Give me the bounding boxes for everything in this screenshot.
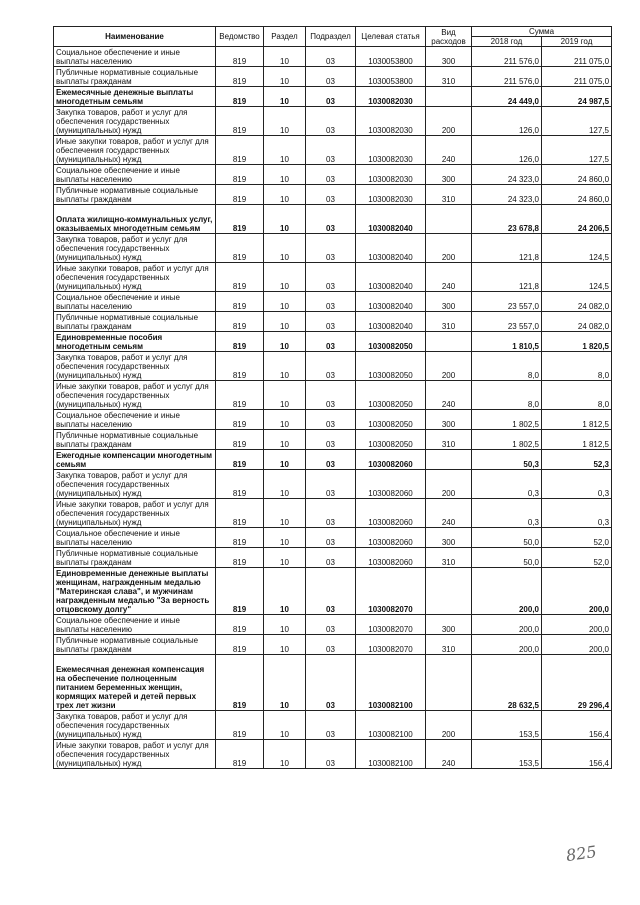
row-name: Закупка товаров, работ и услуг для обеспечения государственных (муниципальных) нужд [54, 470, 216, 499]
row-exp-type: 240 [426, 263, 472, 292]
row-name: Социальное обеспечение и иные выплаты населению [54, 165, 216, 185]
header-name: Наименование [54, 27, 216, 47]
row-target: 1030082060 [356, 470, 426, 499]
row-target: 1030082050 [356, 381, 426, 410]
header-year-2018: 2018 год [472, 37, 542, 47]
row-name: Ежемесячные денежные выплаты многодетным семьям [54, 87, 216, 107]
row-name: Публичные нормативные социальные выплаты гражданам [54, 548, 216, 568]
row-exp-type [426, 87, 472, 107]
row-target: 1030082030 [356, 165, 426, 185]
row-sum-2019: 24 082,0 [542, 312, 612, 332]
row-name: Иные закупки товаров, работ и услуг для обеспечения государственных (муниципальных) нужд [54, 263, 216, 292]
row-subsection: 03 [306, 528, 356, 548]
row-subsection: 03 [306, 352, 356, 381]
row-section: 10 [264, 381, 306, 410]
row-sum-2019: 24 206,5 [542, 205, 612, 234]
row-exp-type [426, 332, 472, 352]
row-exp-type: 300 [426, 292, 472, 312]
row-target: 1030082050 [356, 352, 426, 381]
row-section: 10 [264, 205, 306, 234]
row-exp-type: 300 [426, 410, 472, 430]
table-row [54, 740, 612, 769]
row-target: 1030082040 [356, 292, 426, 312]
row-dept: 819 [216, 234, 264, 263]
row-name: Иные закупки товаров, работ и услуг для обеспечения государственных (муниципальных) нужд [54, 381, 216, 410]
row-name: Единовременные денежные выплаты женщинам, награжденным медалью "Материнская слава", и мужчинам награжденным медалью "За верность отцовскому долгу" [54, 568, 216, 615]
table-row [54, 332, 612, 352]
row-exp-type: 300 [426, 615, 472, 635]
row-target: 1030082070 [356, 615, 426, 635]
row-sum-2019: 24 860,0 [542, 165, 612, 185]
row-exp-type: 240 [426, 136, 472, 165]
row-target: 1030082040 [356, 205, 426, 234]
table-row [54, 234, 612, 263]
row-target: 1030082050 [356, 430, 426, 450]
row-dept: 819 [216, 352, 264, 381]
row-exp-type: 200 [426, 470, 472, 499]
table-row [54, 499, 612, 528]
row-name: Иные закупки товаров, работ и услуг для обеспечения государственных (муниципальных) нужд [54, 136, 216, 165]
row-sum-2019: 52,3 [542, 450, 612, 470]
row-dept: 819 [216, 332, 264, 352]
row-sum-2019: 24 082,0 [542, 292, 612, 312]
row-sum-2018: 211 576,0 [472, 47, 542, 67]
row-target: 1030082030 [356, 87, 426, 107]
row-subsection: 03 [306, 205, 356, 234]
row-exp-type: 200 [426, 711, 472, 740]
row-sum-2019: 200,0 [542, 615, 612, 635]
row-name: Единовременные пособия многодетным семьям [54, 332, 216, 352]
row-section: 10 [264, 312, 306, 332]
row-subsection: 03 [306, 470, 356, 499]
row-section: 10 [264, 165, 306, 185]
row-subsection: 03 [306, 332, 356, 352]
row-name: Социальное обеспечение и иные выплаты населению [54, 292, 216, 312]
row-target: 1030082030 [356, 185, 426, 205]
row-sum-2018: 126,0 [472, 107, 542, 136]
row-target: 1030082100 [356, 740, 426, 769]
row-section: 10 [264, 107, 306, 136]
row-exp-type: 200 [426, 234, 472, 263]
row-subsection: 03 [306, 136, 356, 165]
row-sum-2019: 52,0 [542, 548, 612, 568]
row-name: Публичные нормативные социальные выплаты гражданам [54, 185, 216, 205]
row-section: 10 [264, 740, 306, 769]
row-dept: 819 [216, 430, 264, 450]
row-subsection: 03 [306, 312, 356, 332]
row-section: 10 [264, 185, 306, 205]
row-section: 10 [264, 655, 306, 711]
row-dept: 819 [216, 528, 264, 548]
row-subsection: 03 [306, 711, 356, 740]
row-subsection: 03 [306, 430, 356, 450]
row-target: 1030082070 [356, 568, 426, 615]
table-row [54, 136, 612, 165]
row-exp-type: 200 [426, 352, 472, 381]
row-exp-type: 310 [426, 548, 472, 568]
row-dept: 819 [216, 740, 264, 769]
row-sum-2019: 200,0 [542, 568, 612, 615]
row-dept: 819 [216, 292, 264, 312]
table-row [54, 185, 612, 205]
header-subsection: Подраздел [306, 27, 356, 47]
row-name: Социальное обеспечение и иные выплаты населению [54, 528, 216, 548]
row-sum-2018: 1 802,5 [472, 410, 542, 430]
row-subsection: 03 [306, 107, 356, 136]
row-subsection: 03 [306, 450, 356, 470]
table-row [54, 615, 612, 635]
table-row [54, 107, 612, 136]
row-exp-type: 240 [426, 381, 472, 410]
row-dept: 819 [216, 312, 264, 332]
row-sum-2018: 126,0 [472, 136, 542, 165]
row-dept: 819 [216, 67, 264, 87]
row-sum-2019: 24 860,0 [542, 185, 612, 205]
row-section: 10 [264, 263, 306, 292]
row-sum-2018: 50,0 [472, 548, 542, 568]
row-exp-type: 310 [426, 312, 472, 332]
row-dept: 819 [216, 263, 264, 292]
table-row [54, 450, 612, 470]
row-exp-type: 200 [426, 107, 472, 136]
row-subsection: 03 [306, 165, 356, 185]
row-name: Социальное обеспечение и иные выплаты населению [54, 410, 216, 430]
row-target: 1030082100 [356, 711, 426, 740]
row-dept: 819 [216, 136, 264, 165]
row-name: Закупка товаров, работ и услуг для обеспечения государственных (муниципальных) нужд [54, 107, 216, 136]
row-dept: 819 [216, 47, 264, 67]
row-name: Иные закупки товаров, работ и услуг для обеспечения государственных (муниципальных) нужд [54, 740, 216, 769]
row-name: Социальное обеспечение и иные выплаты населению [54, 615, 216, 635]
row-sum-2018: 8,0 [472, 381, 542, 410]
row-sum-2018: 121,8 [472, 234, 542, 263]
row-name: Ежегодные компенсации многодетным семьям [54, 450, 216, 470]
row-sum-2019: 200,0 [542, 635, 612, 655]
row-name: Социальное обеспечение и иные выплаты населению [54, 47, 216, 67]
row-section: 10 [264, 528, 306, 548]
row-sum-2018: 121,8 [472, 263, 542, 292]
row-exp-type [426, 205, 472, 234]
row-exp-type: 310 [426, 430, 472, 450]
row-dept: 819 [216, 615, 264, 635]
row-sum-2019: 1 812,5 [542, 410, 612, 430]
row-sum-2018: 0,3 [472, 470, 542, 499]
row-sum-2018: 153,5 [472, 711, 542, 740]
table-row [54, 528, 612, 548]
row-subsection: 03 [306, 568, 356, 615]
row-sum-2019: 29 296,4 [542, 655, 612, 711]
row-sum-2018: 24 323,0 [472, 165, 542, 185]
page-number: 825 [564, 841, 598, 866]
row-exp-type: 240 [426, 740, 472, 769]
table-row [54, 568, 612, 615]
row-sum-2019: 156,4 [542, 740, 612, 769]
row-sum-2019: 127,5 [542, 107, 612, 136]
row-subsection: 03 [306, 655, 356, 711]
row-dept: 819 [216, 450, 264, 470]
row-name: Публичные нормативные социальные выплаты гражданам [54, 312, 216, 332]
row-subsection: 03 [306, 740, 356, 769]
header-target: Целевая статья [356, 27, 426, 47]
row-section: 10 [264, 615, 306, 635]
row-sum-2019: 1 820,5 [542, 332, 612, 352]
table-row [54, 312, 612, 332]
row-name: Закупка товаров, работ и услуг для обеспечения государственных (муниципальных) нужд [54, 352, 216, 381]
row-sum-2018: 23 557,0 [472, 312, 542, 332]
row-sum-2018: 200,0 [472, 568, 542, 615]
table-row [54, 430, 612, 450]
row-section: 10 [264, 136, 306, 165]
row-dept: 819 [216, 410, 264, 430]
row-dept: 819 [216, 107, 264, 136]
row-dept: 819 [216, 499, 264, 528]
row-target: 1030082060 [356, 548, 426, 568]
row-name: Ежемесячная денежная компенсация на обеспечение полноценным питанием беременных женщин, кормящих матерей и детей первых трех лет жизни [54, 655, 216, 711]
row-subsection: 03 [306, 410, 356, 430]
table-body [54, 47, 612, 769]
row-subsection: 03 [306, 548, 356, 568]
row-sum-2019: 1 812,5 [542, 430, 612, 450]
row-section: 10 [264, 568, 306, 615]
row-target: 1030082050 [356, 410, 426, 430]
row-name: Публичные нормативные социальные выплаты гражданам [54, 67, 216, 87]
row-sum-2018: 1 810,5 [472, 332, 542, 352]
row-sum-2019: 124,5 [542, 263, 612, 292]
row-dept: 819 [216, 165, 264, 185]
table-row [54, 87, 612, 107]
row-subsection: 03 [306, 47, 356, 67]
row-name: Публичные нормативные социальные выплаты гражданам [54, 635, 216, 655]
row-section: 10 [264, 430, 306, 450]
table-row [54, 470, 612, 499]
row-section: 10 [264, 352, 306, 381]
row-subsection: 03 [306, 615, 356, 635]
row-target: 1030082070 [356, 635, 426, 655]
row-sum-2018: 23 557,0 [472, 292, 542, 312]
row-target: 1030053800 [356, 67, 426, 87]
row-dept: 819 [216, 548, 264, 568]
row-subsection: 03 [306, 234, 356, 263]
row-dept: 819 [216, 635, 264, 655]
table-row [54, 292, 612, 312]
row-exp-type: 310 [426, 185, 472, 205]
table-row [54, 67, 612, 87]
row-section: 10 [264, 450, 306, 470]
row-section: 10 [264, 711, 306, 740]
row-target: 1030082060 [356, 499, 426, 528]
row-subsection: 03 [306, 635, 356, 655]
row-target: 1030082040 [356, 234, 426, 263]
row-dept: 819 [216, 568, 264, 615]
row-subsection: 03 [306, 499, 356, 528]
row-sum-2018: 28 632,5 [472, 655, 542, 711]
row-dept: 819 [216, 711, 264, 740]
row-sum-2019: 24 987,5 [542, 87, 612, 107]
table-row [54, 410, 612, 430]
row-exp-type [426, 568, 472, 615]
row-section: 10 [264, 67, 306, 87]
row-name: Публичные нормативные социальные выплаты гражданам [54, 430, 216, 450]
row-exp-type: 310 [426, 635, 472, 655]
row-target: 1030082040 [356, 263, 426, 292]
table-row [54, 47, 612, 67]
row-exp-type [426, 450, 472, 470]
row-subsection: 03 [306, 381, 356, 410]
table-row [54, 548, 612, 568]
row-section: 10 [264, 499, 306, 528]
row-dept: 819 [216, 470, 264, 499]
row-target: 1030082060 [356, 450, 426, 470]
table-row [54, 165, 612, 185]
row-name: Закупка товаров, работ и услуг для обеспечения государственных (муниципальных) нужд [54, 234, 216, 263]
row-sum-2018: 200,0 [472, 615, 542, 635]
row-section: 10 [264, 292, 306, 312]
row-subsection: 03 [306, 67, 356, 87]
row-sum-2019: 211 075,0 [542, 67, 612, 87]
row-sum-2019: 0,3 [542, 499, 612, 528]
row-subsection: 03 [306, 292, 356, 312]
row-sum-2018: 200,0 [472, 635, 542, 655]
row-sum-2018: 153,5 [472, 740, 542, 769]
budget-table [53, 26, 612, 769]
row-section: 10 [264, 47, 306, 67]
header-exp-type: Вид расходов [426, 27, 472, 47]
row-sum-2018: 211 576,0 [472, 67, 542, 87]
row-section: 10 [264, 470, 306, 499]
row-name: Закупка товаров, работ и услуг для обеспечения государственных (муниципальных) нужд [54, 711, 216, 740]
row-section: 10 [264, 410, 306, 430]
row-subsection: 03 [306, 263, 356, 292]
header-section: Раздел [264, 27, 306, 47]
row-sum-2018: 1 802,5 [472, 430, 542, 450]
row-section: 10 [264, 234, 306, 263]
header-sum: Сумма [472, 27, 612, 37]
row-dept: 819 [216, 205, 264, 234]
table-header [54, 27, 612, 47]
row-name: Иные закупки товаров, работ и услуг для обеспечения государственных (муниципальных) нужд [54, 499, 216, 528]
row-target: 1030082030 [356, 107, 426, 136]
row-target: 1030082040 [356, 312, 426, 332]
row-dept: 819 [216, 185, 264, 205]
row-sum-2018: 0,3 [472, 499, 542, 528]
row-subsection: 03 [306, 185, 356, 205]
row-exp-type [426, 655, 472, 711]
row-section: 10 [264, 332, 306, 352]
row-sum-2019: 127,5 [542, 136, 612, 165]
row-sum-2019: 156,4 [542, 711, 612, 740]
row-dept: 819 [216, 655, 264, 711]
header-dept: Ведомство [216, 27, 264, 47]
table-row [54, 635, 612, 655]
row-sum-2018: 24 449,0 [472, 87, 542, 107]
row-exp-type: 310 [426, 67, 472, 87]
row-name: Оплата жилищно-коммунальных услуг, оказываемых многодетным семьям [54, 205, 216, 234]
table-row [54, 352, 612, 381]
row-subsection: 03 [306, 87, 356, 107]
row-sum-2019: 8,0 [542, 381, 612, 410]
row-exp-type: 300 [426, 165, 472, 185]
row-target: 1030082050 [356, 332, 426, 352]
table-row [54, 655, 612, 711]
table-row [54, 205, 612, 234]
row-dept: 819 [216, 87, 264, 107]
header-year-2019: 2019 год [542, 37, 612, 47]
row-section: 10 [264, 635, 306, 655]
row-sum-2018: 24 323,0 [472, 185, 542, 205]
table-row [54, 263, 612, 292]
row-exp-type: 300 [426, 47, 472, 67]
row-exp-type: 300 [426, 528, 472, 548]
row-sum-2019: 8,0 [542, 352, 612, 381]
row-sum-2019: 52,0 [542, 528, 612, 548]
table-row [54, 711, 612, 740]
row-target: 1030082060 [356, 528, 426, 548]
row-target: 1030082030 [356, 136, 426, 165]
row-sum-2018: 23 678,8 [472, 205, 542, 234]
row-dept: 819 [216, 381, 264, 410]
row-section: 10 [264, 548, 306, 568]
row-target: 1030082100 [356, 655, 426, 711]
row-sum-2018: 50,3 [472, 450, 542, 470]
row-section: 10 [264, 87, 306, 107]
row-sum-2019: 211 075,0 [542, 47, 612, 67]
row-sum-2019: 0,3 [542, 470, 612, 499]
row-sum-2018: 50,0 [472, 528, 542, 548]
row-sum-2019: 124,5 [542, 234, 612, 263]
row-target: 1030053800 [356, 47, 426, 67]
row-sum-2018: 8,0 [472, 352, 542, 381]
table-row [54, 381, 612, 410]
row-exp-type: 240 [426, 499, 472, 528]
